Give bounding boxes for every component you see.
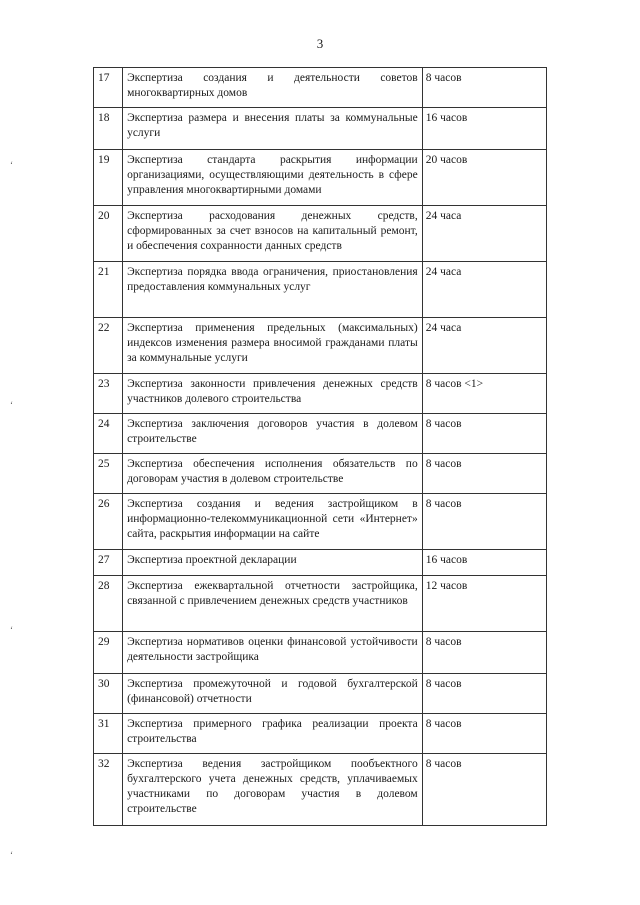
row-number: 18 bbox=[94, 108, 123, 150]
table-body bbox=[94, 68, 547, 826]
scan-margin-mark: ‘ bbox=[10, 400, 13, 410]
expertise-time: 8 часов bbox=[422, 674, 546, 714]
table-row bbox=[94, 454, 547, 494]
expertise-name: Экспертиза нормативов оценки финансовой устойчивости деятельности застройщика bbox=[123, 632, 423, 674]
expertise-time: 16 часов bbox=[422, 550, 546, 576]
expertise-time: 12 часов bbox=[422, 576, 546, 632]
table-row bbox=[94, 318, 547, 374]
row-number: 31 bbox=[94, 714, 123, 754]
expertise-time: 16 часов bbox=[422, 108, 546, 150]
expertise-time: 8 часов bbox=[422, 68, 546, 108]
table-row bbox=[94, 632, 547, 674]
row-number: 22 bbox=[94, 318, 123, 374]
expertise-name: Экспертиза проектной декларации bbox=[123, 550, 423, 576]
table-row bbox=[94, 674, 547, 714]
expertise-hours-table bbox=[93, 67, 547, 826]
page-number: 3 bbox=[316, 36, 324, 51]
table-row bbox=[94, 576, 547, 632]
expertise-name: Экспертиза создания и ведения застройщиком в информационно-телекоммуникационной сети «Интернет» сайта, раскрытия информации на сайте bbox=[123, 494, 423, 550]
table-row bbox=[94, 262, 547, 318]
expertise-name: Экспертиза примерного графика реализации проекта строительства bbox=[123, 714, 423, 754]
row-number: 30 bbox=[94, 674, 123, 714]
table-row bbox=[94, 68, 547, 108]
table-row bbox=[94, 374, 547, 414]
scan-margin-mark: ‘ bbox=[10, 625, 13, 635]
expertise-time: 24 часа bbox=[422, 318, 546, 374]
row-number: 25 bbox=[94, 454, 123, 494]
expertise-time: 8 часов bbox=[422, 494, 546, 550]
row-number: 23 bbox=[94, 374, 123, 414]
row-number: 21 bbox=[94, 262, 123, 318]
row-number: 32 bbox=[94, 754, 123, 826]
expertise-name: Экспертиза расходования денежных средств, сформированных за счет взносов на капитальный ремонт, и обеспечения сохранности данных средств bbox=[123, 206, 423, 262]
expertise-name: Экспертиза стандарта раскрытия информации организациями, осуществляющими деятельность в сфере управления многоквартирными домами bbox=[123, 150, 423, 206]
row-number: 29 bbox=[94, 632, 123, 674]
expertise-time: 8 часов bbox=[422, 714, 546, 754]
expertise-name: Экспертиза применения предельных (максимальных) индексов изменения размера вносимой гражданами платы за коммунальные услуги bbox=[123, 318, 423, 374]
expertise-time: 20 часов bbox=[422, 150, 546, 206]
row-number: 27 bbox=[94, 550, 123, 576]
row-number: 17 bbox=[94, 68, 123, 108]
expertise-time: 8 часов bbox=[422, 454, 546, 494]
expertise-name: Экспертиза порядка ввода ограничения, приостановления предоставления коммунальных услуг bbox=[123, 262, 423, 318]
expertise-name: Экспертиза ежеквартальной отчетности застройщика, связанной с привлечением денежных средств участников bbox=[123, 576, 423, 632]
expertise-name: Экспертиза законности привлечения денежных средств участников долевого строительства bbox=[123, 374, 423, 414]
table-row bbox=[94, 550, 547, 576]
row-number: 20 bbox=[94, 206, 123, 262]
row-number: 24 bbox=[94, 414, 123, 454]
scan-margin-mark: ‘ bbox=[10, 160, 13, 170]
expertise-time: 8 часов bbox=[422, 754, 546, 826]
table-row bbox=[94, 754, 547, 826]
expertise-time: 24 часа bbox=[422, 206, 546, 262]
table-row bbox=[94, 714, 547, 754]
scan-margin-mark: ‘ bbox=[10, 850, 13, 860]
table-row bbox=[94, 494, 547, 550]
expertise-time: 8 часов bbox=[422, 632, 546, 674]
table-row bbox=[94, 108, 547, 150]
expertise-name: Экспертиза промежуточной и годовой бухгалтерской (финансовой) отчетности bbox=[123, 674, 423, 714]
expertise-name: Экспертиза обеспечения исполнения обязательств по договорам участия в долевом строительстве bbox=[123, 454, 423, 494]
expertise-time: 8 часов bbox=[422, 414, 546, 454]
expertise-time: 8 часов <1> bbox=[422, 374, 546, 414]
expertise-time: 24 часа bbox=[422, 262, 546, 318]
expertise-name: Экспертиза заключения договоров участия в долевом строительстве bbox=[123, 414, 423, 454]
row-number: 28 bbox=[94, 576, 123, 632]
expertise-name: Экспертиза размера и внесения платы за коммунальные услуги bbox=[123, 108, 423, 150]
row-number: 19 bbox=[94, 150, 123, 206]
row-number: 26 bbox=[94, 494, 123, 550]
table-row bbox=[94, 414, 547, 454]
expertise-name: Экспертиза создания и деятельности советов многоквартирных домов bbox=[123, 68, 423, 108]
table-row bbox=[94, 206, 547, 262]
expertise-name: Экспертиза ведения застройщиком пообъектного бухгалтерского учета денежных средств, уплачиваемых участниками по договорам участия в долевом строительстве bbox=[123, 754, 423, 826]
table-row bbox=[94, 150, 547, 206]
